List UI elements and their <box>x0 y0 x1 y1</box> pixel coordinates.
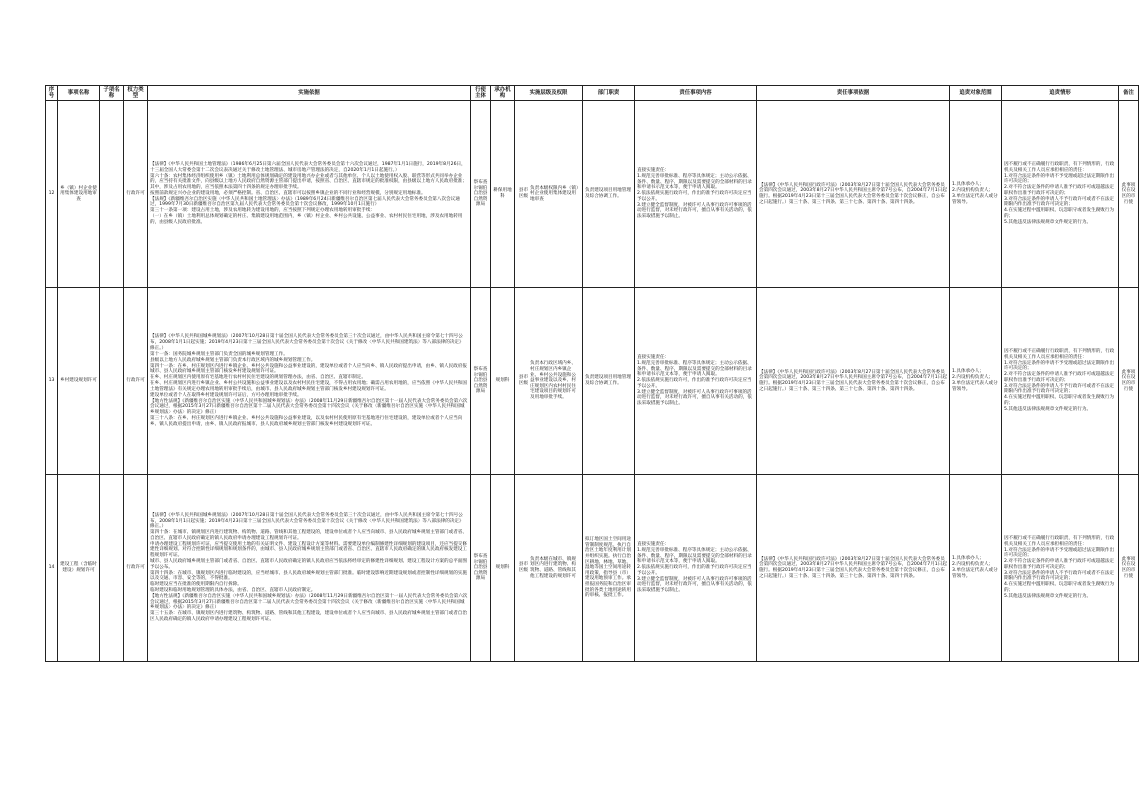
basis-line: 第四十一条：在乡、村庄规划区内进行乡镇企业、乡村公共设施和公益事业建设的，建设单位或者个人应当向乡、镇人民政府提出申请，由乡、镇人民政府报城市、县人民政府城乡规划主管部门核发乡村建设规划许可证。 <box>150 363 467 375</box>
item-name-cell: 乡村建设规划许可 <box>58 288 100 475</box>
scope-line: 2.内设机构负责人； <box>952 562 994 568</box>
table-row <box>46 288 1139 475</box>
basis-line: 第三十一条第一项：建设占用土地，涉及农用地转为建设用地的，应当按照下列规定办理农用地转用审批手续： <box>150 208 376 214</box>
seq-cell: 13 <box>46 288 58 475</box>
item-name-cell: 建设工程（含临时建设）规划许可 <box>58 475 100 662</box>
duty-cell: 负责建设项目用地管理及综合协调工作。 <box>583 288 635 475</box>
situations-line: 5.其他违反法律法规规章文件规定的行为。 <box>1004 593 1092 599</box>
level-label: 县市区级 <box>518 375 529 386</box>
sub-item-cell <box>100 101 124 288</box>
scope-line: 3.单位法定代表人或分管领导。 <box>952 381 998 392</box>
content-cell <box>635 101 757 288</box>
situations-line: 2.对不符合法定条件的申请人准予行政许可或超越法定职权作出准予行政许可决定的； <box>1004 559 1115 570</box>
col-header: 责任事项依据 <box>757 86 950 101</box>
item-name-cell: 乡（镇）村企业使用集体建设用地审查 <box>58 101 100 288</box>
basis-line: 第三十五条：在城市、镇规划区内进行建筑物、构筑物、道路、管线和其他工程建设，建设单位或者个人应当向城市、县人民政府城乡规划主管部门或者自治区人民政府确定的镇人民政府申请办理建设工程规划许可证。 <box>150 611 467 622</box>
remark-cell: 此事项仅在设区的市行使 <box>1119 475 1139 662</box>
basis-line: 第四十四条：在城市、镇规划区内进行临时建设的，应当经城市、县人民政府城乡规划主管部门批准。临时建设影响近期建设规划或者控制性详细规划的实施以及交通、市容、安全等的，不得批准。 <box>150 570 467 582</box>
situations-line: 1.对符合法定条件的申请不予受理或超过法定期限作出许可决定的； <box>1004 360 1115 372</box>
situations-line: 2.对不符合法定条件的申请人准予行政许可或超越法定职权作出准予行政许可决定的； <box>1004 185 1115 196</box>
remark-cell: 此事项仅在设区的市行使 <box>1119 101 1139 288</box>
col-header: 权力类型 <box>124 86 148 101</box>
content-line: 1.规范完善审批标准、程序等具体规定；主动公示依据、条件、数量、程序、期限以及需要提交的全部材料的目录和申请书示范文本等，便于申请人阅取。 <box>637 548 752 565</box>
situations-line: 5.其他违反法律法规规章文件规定的行为。 <box>1004 219 1092 225</box>
seq-cell: 12 <box>46 101 58 288</box>
basis-cell <box>148 475 471 662</box>
situations-line: 3.对符合法定条件的申请人不予行政许可或者不在法定期限内作出准予行政许可决定的； <box>1004 196 1115 208</box>
seq-cell: 14 <box>46 475 58 662</box>
scope-line: 2.内设机构负责人； <box>952 188 994 194</box>
level-detail: 负责本级在城市、镇规划区内进行建筑物、构筑物、道路、管线和其他工程建设的规划许可 <box>530 556 576 579</box>
situations-line: 5.其他违反法律法规规章文件规定的行为。 <box>1004 406 1092 412</box>
basis-line: 第十一条：国务院城乡规划主管部门负责全国的城乡规划管理工作。 <box>150 351 288 357</box>
content-line: 2.依法依规实施行政许可，作出的准予行政许可决定应当予以公开。 <box>637 565 752 576</box>
basis-line: 【地方性法规】《新疆维吾尔自治区实施〈中华人民共和国城乡规划法〉办法》（2008年11月29日新疆维吾尔自治区第十一届人民代表大会常务委员会第六次会议通过，根据2015年3月27日新疆维吾尔自治区第十二届人民代表大会常务委员会第十四次会议《关于修改〈新疆维吾尔自治区实施〈中华人民共和国城乡规划法〉办法〉的决定》修正） <box>150 398 468 415</box>
col-header: 行使主体 <box>471 86 491 101</box>
situations-line: 2.对不符合法定条件的申请人准予行政许可或超越法定职权作出准予行政许可决定的； <box>1004 372 1115 383</box>
responsibility-basis-cell: 【法律】《中华人民共和国行政许可法》（2003年8月27日第十届全国人民代表大会常务委员会第四次会议通过，2003年8月27日中华人民共和国主席令第7号公布，自2004年7月1日起施行。根据2019年4月23日第十三届全国人民代表大会常务委员会第十次会议修正，自公布之日起施行。）第三十条、第三十四条、第三十七条、第四十条、第四十四条。 <box>757 101 950 288</box>
content-line: 3.建立健全监督制度，对被许可人从事行政许可事项的活动进行监督，对未经行政许可，擅自从事有关活动的，依法采取措施予以制止。 <box>637 389 752 406</box>
power-type-cell: 行政许可 <box>124 475 148 662</box>
situations-line: 1.对符合法定条件的申请不予受理或超过法定期限作出许可决定的； <box>1004 547 1115 559</box>
situations-line: 因不履行或不正确履行行政职责，有下列情形的，行政机关及相关工作人员应承担相应的责任： <box>1004 162 1115 173</box>
header-row <box>46 86 1139 101</box>
col-header: 备注 <box>1119 86 1139 101</box>
content-line: 2.依法依规实施行政许可，作出的准予行政许可决定应当予以公开。 <box>637 191 752 202</box>
col-header: 追责对象范围 <box>950 86 1002 101</box>
power-type-cell: 行政许可 <box>124 288 148 475</box>
content-line: 直接实施责任： <box>637 542 670 548</box>
col-header: 责任事项内容 <box>635 86 757 101</box>
situations-line: 4.在实施过程中滥用职权、玩忽职守或者发生腐败行为的； <box>1004 582 1115 593</box>
basis-line: 县级以上地方人民政府城乡规划主管部门负责本行政区域内的城乡规划管理工作。 <box>150 357 316 363</box>
level-label: 县市区级 <box>518 188 529 199</box>
situations-line: 3.对符合法定条件的申请人不予行政许可或者不在法定期限内作出准予行政许可决定的； <box>1004 383 1115 395</box>
col-header: 追责情形 <box>1002 86 1119 101</box>
table-row <box>46 101 1139 288</box>
basis-line: 临时建设和临时用地规划管理的具体办法，由省、自治区、直辖市人民政府制定。 <box>150 588 316 594</box>
scope-line: 2.内设机构负责人； <box>952 375 994 381</box>
org-cell: 规划科 <box>491 288 515 475</box>
basis-line: 在乡、村庄规划区内使用原有宅基地进行农村村民住宅建设的规划管理办法，由省、自治区、直辖市制定。 <box>150 375 366 381</box>
col-header: 序号 <box>46 86 58 101</box>
basis-line: 城市、县人民政府城乡规划主管部门或者省、自治区、直辖市人民政府确定的镇人民政府应当依法将经审定的修建性详细规划、建设工程设计方案的总平面图予以公布。 <box>150 559 467 570</box>
situations-cell <box>1002 288 1119 475</box>
basis-line: 第三十八条：在乡、村庄规划区内进行乡镇企业、乡村公共设施和公益事业建设，以及农村村民使用原有宅基地进行住宅建设的，建设单位或者个人应当向乡、镇人民政府提出申请，由乡、镇人民政府报城市、县人民政府城乡规划主管部门核发乡村建设规划许可证。 <box>150 415 463 427</box>
responsibility-basis-cell: 【法律】《中华人民共和国行政许可法》（2003年8月27日第十届全国人民代表大会常务委员会第四次会议通过，2003年8月27日中华人民共和国主席令第7号公布，自2004年7月1日起施行。根据2019年4月23日第十三届全国人民代表大会常务委员会第十次会议修正，自公布之日起施行。）第三十条、第三十四条、第三十七条、第四十条、第四十四条。 <box>757 475 950 662</box>
content-line: 2.依法依规实施行政许可，作出的准予行政许可决定应当予以公开。 <box>637 378 752 389</box>
basis-line: 第六十条：农村集体经济组织使用乡（镇）土地利用总体规划确定的建设用地兴办企业或者与其他单位、个人以土地使用权入股、联营等形式共同举办企业的，应当持有关批准文件，向县级以上地方人民政府自然资源主管部门提出申请，按照省、自治区、直辖市规定的批准权限，由县级以上地方人民政府批准；其中，涉及占用农用地的，应当依照本法第四十四条的规定办理审批手续。 <box>150 173 467 190</box>
col-header: 子项名称 <box>100 86 124 101</box>
subject-cell: 察布查尔锡伯自治县自然资源局 <box>471 288 491 475</box>
col-header: 实施层级及权限 <box>515 86 583 101</box>
scope-cell <box>950 475 1002 662</box>
basis-line: 【法规】《新疆维吾尔自治区实施〈中华人民共和国土地管理法〉办法》（1989年6月24日新疆维吾尔自治区第七届人民代表大会常务委员会第八次会议通过，1999年7月30日新疆维吾尔自治区第九届人民代表大会常务委员会第十次会议修改，1999年10月1日施行） <box>150 196 460 208</box>
basis-line: 申请办理建设工程规划许可证，应当提交使用土地的有关证明文件、建设工程设计方案等材料。需要建设单位编制修建性详细规划的建设项目，还应当提交修建性详细规划。对符合控制性详细规划和规划条件的，由城市、县人民政府城乡规划主管部门或者省、自治区、直辖市人民政府确定的镇人民政府核发建设工程规划许可证。 <box>150 541 467 559</box>
content-line: 直接实施责任： <box>637 168 670 174</box>
col-header: 事项名称 <box>58 86 100 101</box>
situations-cell <box>1002 475 1119 662</box>
basis-line: 按照前款规定兴办企业的建设用地，必须严格控制。省、自治区、直辖市可以按照乡镇企业的不同行业和经营规模，分别规定用地标准。 <box>150 190 426 196</box>
situations-line: 因不履行或不正确履行行政职责，有下列情形的，行政机关及相关工作人员应承担相应的责任： <box>1004 536 1115 547</box>
level-label: 县市区级 <box>518 562 529 573</box>
basis-line: 【法律】《中华人民共和国城乡规划法》（2007年10月28日第十届全国人民代表大会常务委员会第三十次会议通过，由中华人民共和国主席令第七十四号公布，2008年1月1日起实施；2019年4月23日第十三届全国人民代表大会常务委员会第十次会议《关于修改〈中华人民共和国建筑法〉等八部法律的决定》修正。） <box>150 334 464 351</box>
basis-line: 临时建设应当在批准的使用期限内自行拆除。 <box>150 582 242 588</box>
power-list-table <box>45 85 1139 662</box>
situations-line: 4.在实施过程中滥用职权、玩忽职守或者发生腐败行为的； <box>1004 395 1115 406</box>
basis-cell <box>148 288 471 475</box>
level-cell <box>515 101 583 288</box>
scope-line: 3.单位法定代表人或分管领导。 <box>952 568 998 579</box>
basis-line: 【法律】《中华人民共和国土地管理法》（1986年6月25日第六届全国人民代表大会常务委员会第十六次会议通过，1987年1月1日施行，2019年8月26日，十三届全国人大常委会第十二次会议表决通过关于修改土地管理法、城市房地产管理法的决定，自2020年1月1日起施行。） <box>150 162 466 173</box>
remark-cell: 此事项仅在设区的市行使 <box>1119 288 1139 475</box>
content-line: 直接实施责任： <box>637 355 670 361</box>
basis-line: 【地方性法规】《新疆维吾尔自治区实施〈中华人民共和国城乡规划法〉办法》（2008年11月29日新疆维吾尔自治区第十一届人民代表大会常务委员会第六次会议通过，根据2015年3月27日新疆维吾尔自治区第十二届人民代表大会常务委员会第十四次会议《关于修改〈新疆维吾尔自治区实施〈中华人民共和国城乡规划法〉办法〉的决定》修正） <box>150 594 468 611</box>
duty-cell: 拟订地区国土空间用途管制制度规范。执行自治区土地年度利用计划并组织实施。执行自治区耕地、林地、草地、湿地等国土空间用途转用政策，指导县（市）建设用地预审工作。承担报国务院和自治区审批的各类土地用途转用的审核、报批工作。 <box>583 475 635 662</box>
level-cell <box>515 475 583 662</box>
subject-cell: 察布查尔锡伯自治县自然资源局 <box>471 475 491 662</box>
basis-line: 在乡、村庄规划区内进行乡镇企业、乡村公共设施和公益事业建设以及农村村民住宅建设，不得占用农用地；确需占用农用地的，应当依照《中华人民共和国土地管理法》有关规定办理农用地转用审批手续后，由城市、县人民政府城乡规划主管部门核发乡村建设规划许可证。 <box>150 381 467 392</box>
situations-line: 3.对符合法定条件的申请人不予行政许可或者不在法定期限内作出准予行政许可决定的； <box>1004 570 1115 582</box>
content-cell <box>635 475 757 662</box>
col-header: 实施依据 <box>148 86 471 101</box>
basis-cell <box>148 101 471 288</box>
scope-line: 1.具体承办人； <box>952 182 984 188</box>
basis-line: （一）在乡（镇）土地利用总体规划确定的村庄、集镇建设用地范围内，乡（镇）村企业、乡村公共设施、公益事业、农村村民住宅用地，涉及农用地转用的，由县级人民政府批准。 <box>150 214 463 225</box>
scope-cell <box>950 288 1002 475</box>
level-cell <box>515 288 583 475</box>
situations-line: 因不履行或不正确履行行政职责，有下列情形的，行政机关及相关工作人员应承担相应的责任： <box>1004 349 1115 360</box>
level-detail: 负责本行政区域内乡、村庄规划区内乡镇企业、乡村公共设施和公益事业建设以及乡、村庄规划区内农村村民住宅建设项目的规划许可及用地审批手续。 <box>530 361 576 400</box>
content-line: 1.规范完善审批标准、程序等具体规定；主动公示依据、条件、数量、程序、期限以及需要提交的全部材料的目录和申请书示范文本等，便于申请人阅取。 <box>637 361 752 378</box>
org-cell: 规划科 <box>491 475 515 662</box>
col-header: 部门职责 <box>583 86 635 101</box>
situations-line: 1.对符合法定条件的申请不予受理或超过法定期限作出许可决定的； <box>1004 173 1115 185</box>
duty-cell: 负责建设项目用地管理及综合协调工作。 <box>583 101 635 288</box>
scope-line: 3.单位法定代表人或分管领导。 <box>952 194 998 205</box>
basis-line: 建设单位或者个人在取得乡村建设规划许可证后，方可办理用地审批手续。 <box>150 392 302 398</box>
level-detail: 负责本级权限内乡（镇）村企业使用集体建设用地审查 <box>530 185 579 202</box>
scope-line: 1.具体承办人； <box>952 556 984 562</box>
basis-line: 第四十条：在城市、镇规划区内进行建筑物、构筑物、道路、管线和其他工程建设的，建设单位或者个人应当向城市、县人民政府城乡规划主管部门或者省、自治区、直辖市人民政府确定的镇人民政府申请办理建设工程规划许可证。 <box>150 530 467 541</box>
content-line: 3.建立健全监督制度，对被许可人从事行政许可事项的活动进行监督，对未经行政许可，擅自从事有关活动的，依法采取措施予以制止。 <box>637 202 752 219</box>
responsibility-basis-cell: 【法律】《中华人民共和国行政许可法》（2003年8月27日第十届全国人民代表大会常务委员会第四次会议通过，2003年8月27日中华人民共和国主席令第7号公布，自2004年7月1日起施行。根据2019年4月23日第十三届全国人民代表大会常务委员会第十次会议修正，自公布之日起施行。）第三十条、第三十四条、第三十七条、第四十条、第四十四条。 <box>757 288 950 475</box>
content-cell <box>635 288 757 475</box>
org-cell: 耕保用地科 <box>491 101 515 288</box>
situations-line: 4.在实施过程中滥用职权、玩忽职守或者发生腐败行为的； <box>1004 208 1115 219</box>
basis-line: 【法律】《中华人民共和国城乡规划法》（2007年10月28日第十届全国人民代表大会常务委员会第三十次会议通过，由中华人民共和国主席令第七十四号公布，2008年1月1日起实施；2019年4月23日第十三届全国人民代表大会常务委员会第十次会议《关于修改〈中华人民共和国建筑法〉等八部法律的决定》修正。） <box>150 513 464 530</box>
content-line: 3.建立健全监督制度，对被许可人从事行政许可事项的活动进行监督，对未经行政许可，擅自从事有关活动的，依法采取措施予以制止。 <box>637 576 752 593</box>
scope-cell <box>950 101 1002 288</box>
power-type-cell: 行政许可 <box>124 101 148 288</box>
scope-line: 1.具体承办人； <box>952 369 984 375</box>
situations-cell <box>1002 101 1119 288</box>
sub-item-cell <box>100 288 124 475</box>
content-line: 1.规范完善审批标准、程序等具体规定；主动公示依据、条件、数量、程序、期限以及需要提交的全部材料的目录和申请书示范文本等，便于申请人阅取。 <box>637 174 752 191</box>
subject-cell: 察布查尔锡伯自治县自然资源局 <box>471 101 491 288</box>
col-header: 承办机构 <box>491 86 515 101</box>
table-row <box>46 475 1139 662</box>
sub-item-cell <box>100 475 124 662</box>
